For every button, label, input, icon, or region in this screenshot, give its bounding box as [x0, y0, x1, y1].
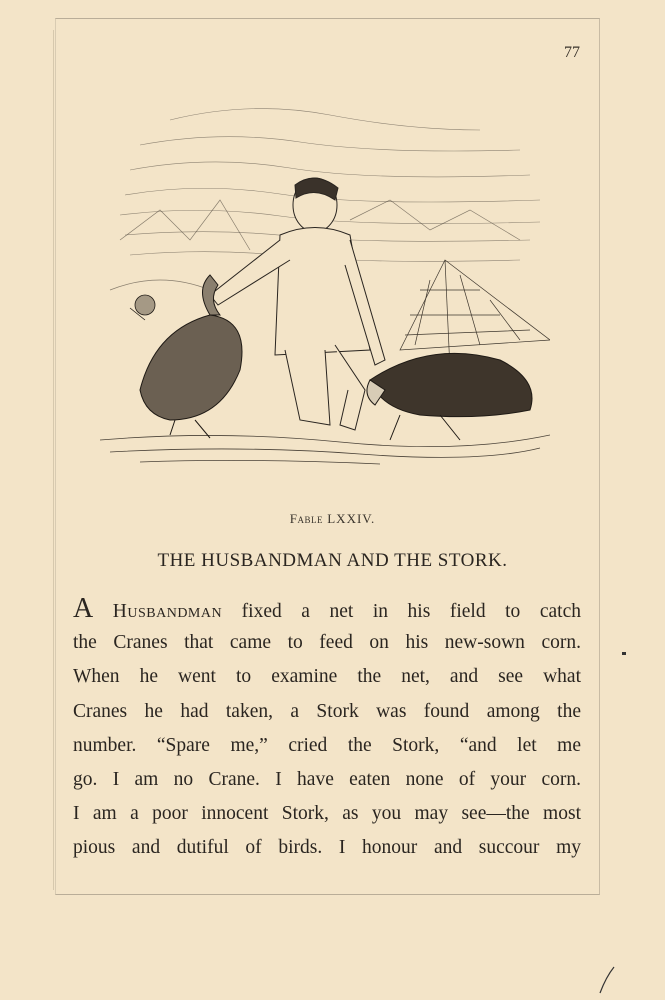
fable-body: [73, 592, 581, 866]
engraving-illustration: [100, 90, 550, 470]
page-left-rule: [53, 30, 54, 890]
margin-mark: [622, 652, 626, 655]
body-line: number. “Spare me,” cried the Stork, “and let me: [73, 734, 581, 756]
smallcaps-word: Husbandman: [112, 601, 223, 622]
body-line: go. I am no Crane. I have eaten none of your corn.: [73, 768, 581, 790]
body-line: [73, 592, 581, 626]
line-rest: fixed a net in his field to catch: [222, 601, 581, 622]
body-line: the Cranes that came to feed on his new-sown corn.: [73, 632, 581, 654]
fable-number: [0, 511, 665, 527]
body-line: Cranes he had taken, a Stork was found among the: [73, 700, 581, 722]
pencil-mark: [596, 965, 618, 995]
fable-title: THE HUSBANDMAN AND THE STORK.: [157, 550, 508, 571]
page-number: 77: [564, 44, 580, 61]
body-line: When he went to examine the net, and see what: [73, 666, 581, 688]
fable-numeral: LXXIV.: [327, 511, 376, 526]
body-line: I am a poor innocent Stork, as you may see—the most: [73, 803, 581, 825]
body-line: pious and dutiful of birds. I honour and succour my: [73, 837, 581, 859]
fable-label: Fable: [289, 511, 323, 526]
drop-cap: A: [73, 593, 94, 624]
